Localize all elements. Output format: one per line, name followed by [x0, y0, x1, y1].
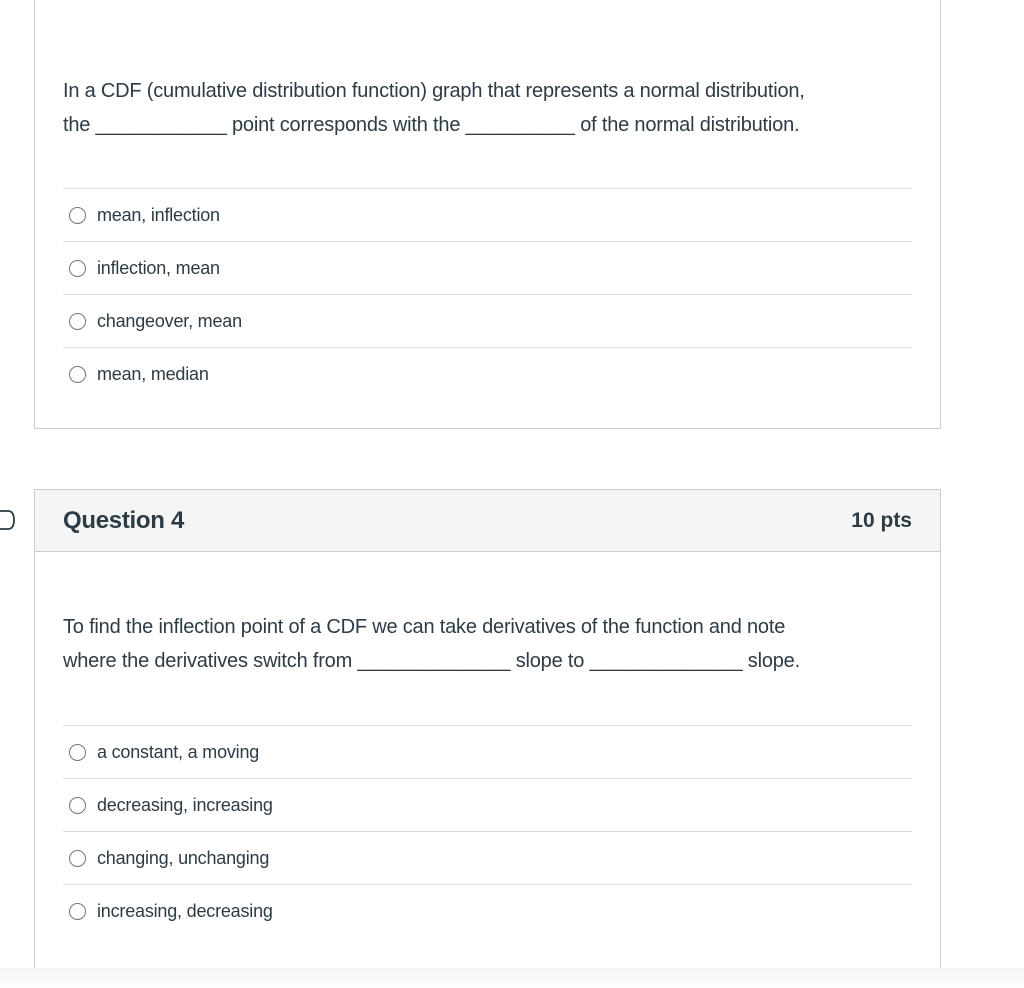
answer-option[interactable] [63, 832, 912, 885]
answer-option[interactable] [63, 295, 912, 348]
answer-option[interactable] [63, 242, 912, 295]
bottom-fade [0, 968, 1024, 988]
radio-button-icon[interactable] [69, 313, 86, 330]
answer-label: inflection, mean [97, 257, 220, 278]
question-4-text-line-2: where the derivatives switch from ______________ slope to ______________ slope. [63, 650, 800, 672]
question-3-answers [63, 188, 912, 400]
question-3-card [34, 0, 941, 429]
radio-button-icon[interactable] [69, 850, 86, 867]
answer-label: changeover, mean [97, 310, 242, 331]
answer-option[interactable] [63, 779, 912, 832]
answer-option[interactable] [63, 348, 912, 400]
question-title: Question 4 [63, 506, 185, 534]
radio-button-icon[interactable] [69, 797, 86, 814]
answer-option[interactable] [63, 885, 912, 937]
radio-button-icon[interactable] [69, 260, 86, 277]
question-3-text-line-2: the ____________ point corresponds with the __________ of the normal distribution. [63, 114, 800, 136]
question-4-text-line-1: To find the inflection point of a CDF we can take derivatives of the function and note [63, 616, 786, 638]
answer-option[interactable] [63, 189, 912, 242]
question-4-card [34, 489, 941, 969]
answer-label: changing, unchanging [97, 847, 270, 868]
answer-label: mean, median [97, 363, 209, 384]
answer-label: decreasing, increasing [97, 794, 273, 815]
question-4-header [35, 490, 940, 552]
answer-label: a constant, a moving [97, 741, 260, 762]
radio-button-icon[interactable] [69, 366, 86, 383]
radio-button-icon[interactable] [69, 744, 86, 761]
radio-button-icon[interactable] [69, 207, 86, 224]
answer-label: mean, inflection [97, 204, 220, 225]
question-4-answers [63, 725, 912, 937]
question-points: 10 pts [851, 508, 912, 532]
flag-icon[interactable] [0, 507, 20, 533]
question-3-text-line-1: In a CDF (cumulative distribution function) graph that represents a normal distribution, [63, 80, 805, 102]
answer-option[interactable] [63, 726, 912, 779]
question-3-text [63, 74, 912, 142]
radio-button-icon[interactable] [69, 903, 86, 920]
answer-label: increasing, decreasing [97, 900, 273, 921]
question-4-text [63, 610, 912, 678]
